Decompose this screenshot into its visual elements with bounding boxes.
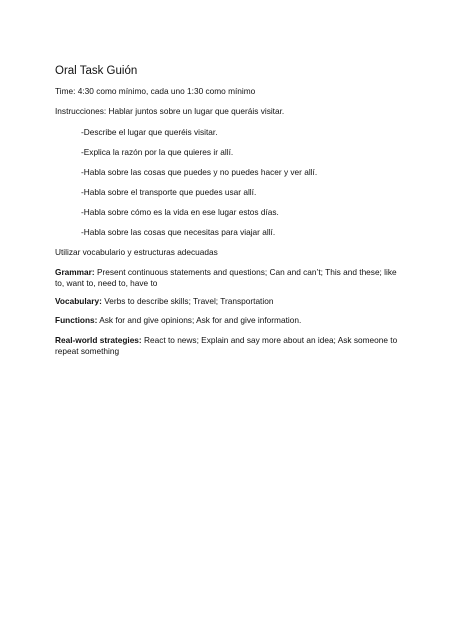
page-title: Oral Task Guión [55,65,138,77]
instructions-line: Instrucciones: Hablar juntos sobre un lugar que queráis visitar. [55,106,285,116]
grammar-paragraph [55,267,405,288]
grammar-text: Present continuous statements and questions; Can and can’t; This and these; like to, want to, need to, have to [55,267,397,288]
strategies-label: Real-world strategies: [55,335,142,345]
bullet-item: -Explica la razón por la que quieres ir allí. [81,147,234,157]
functions-label: Functions: [55,315,98,325]
strategies-paragraph [55,335,405,356]
bullet-item: -Describe el lugar que queréis visitar. [81,127,218,137]
utilizar-line: Utilizar vocabulario y estructuras adecuadas [55,247,218,257]
bullet-item: -Habla sobre cómo es la vida en ese lugar estos días. [81,207,279,217]
vocabulary-text: Verbs to describe skills; Travel; Transportation [101,296,274,306]
time-line: Time: 4:30 como mínimo, cada uno 1:30 como mínimo [55,86,256,96]
bullet-item: -Habla sobre el transporte que puedes usar allí. [81,187,257,197]
vocabulary-paragraph [55,296,405,307]
bullet-item: -Habla sobre las cosas que necesitas para viajar allí. [81,227,276,237]
functions-paragraph [55,315,405,326]
functions-text: Ask for and give opinions; Ask for and give information. [97,315,302,325]
strategies-text: React to news; Explain and say more about an idea; Ask someone to repeat something [55,335,398,356]
bullet-item: -Habla sobre las cosas que puedes y no puedes hacer y ver allí. [81,167,318,177]
grammar-label: Grammar: [55,267,95,277]
vocabulary-label: Vocabulary: [55,296,102,306]
